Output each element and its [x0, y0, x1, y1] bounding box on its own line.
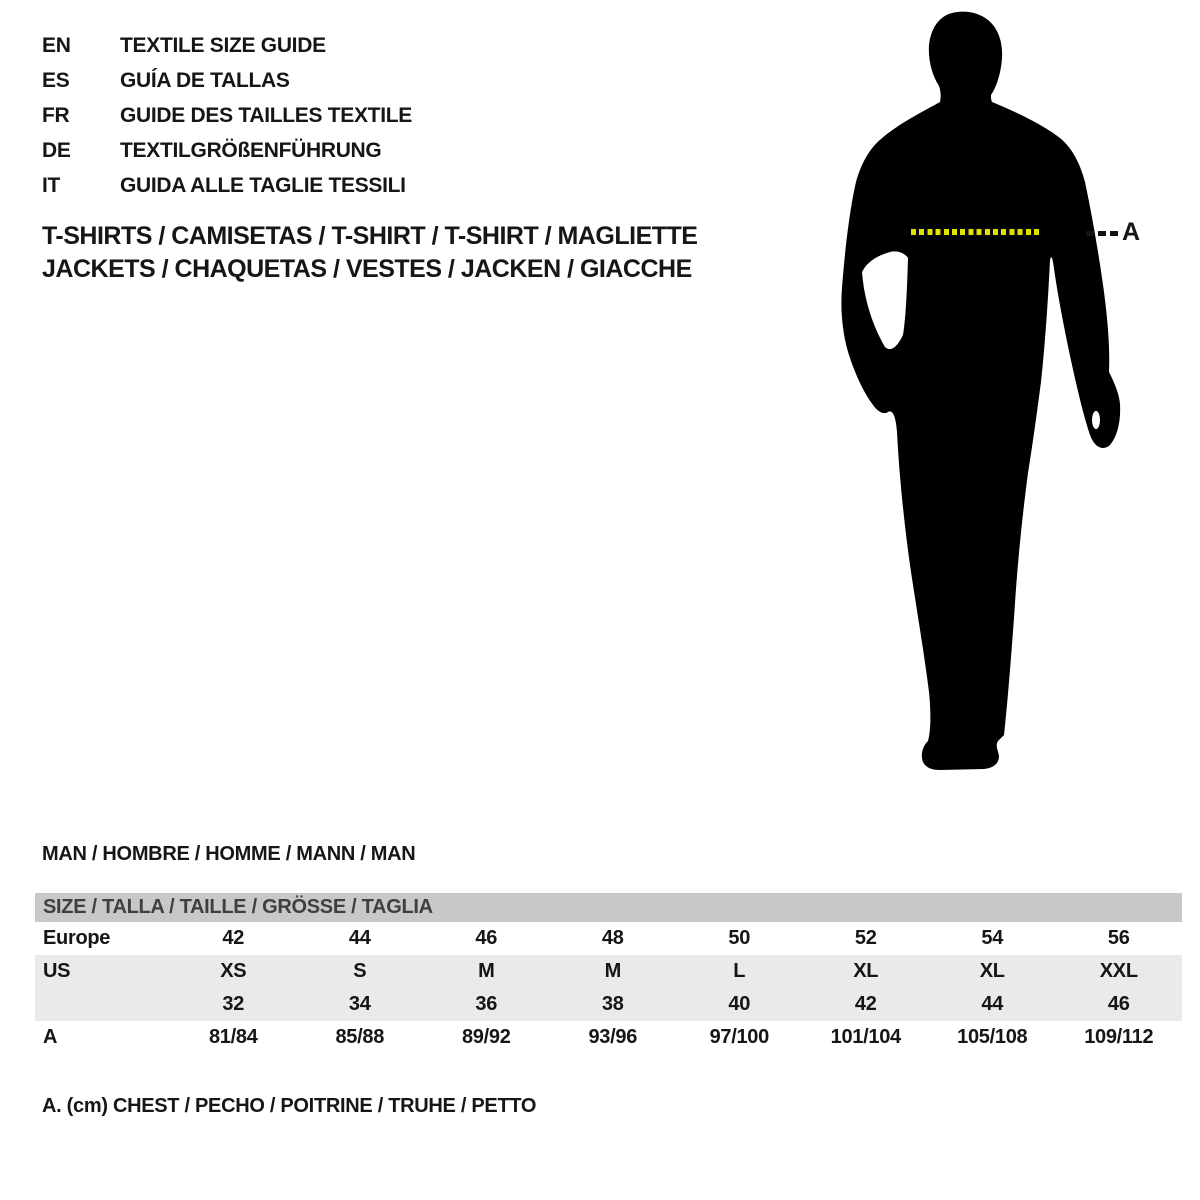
size-cell: 44	[348, 927, 371, 949]
language-row-en	[42, 28, 412, 63]
language-title: GUIDE DES TAILLES TEXTILE	[120, 104, 412, 127]
size-cell: 54	[981, 927, 1004, 949]
size-cell: M	[604, 960, 621, 982]
size-cell: 97/100	[709, 1026, 769, 1048]
language-title: GUIDA ALLE TAGLIE TESSILI	[120, 174, 406, 197]
size-cell: M	[478, 960, 495, 982]
size-cell: 42	[854, 993, 877, 1015]
size-cell: XXL	[1099, 960, 1138, 982]
size-table	[35, 893, 1182, 1054]
size-cell: 89/92	[461, 1026, 511, 1048]
man-silhouette-thumb-notch	[1092, 411, 1100, 429]
product-line-tshirts: T-SHIRTS / CAMISETAS / T-SHIRT / T-SHIRT / MAGLIETTE	[42, 222, 698, 250]
product-line-jackets: JACKETS / CHAQUETAS / VESTES / JACKEN / GIACCHE	[42, 255, 692, 283]
size-cell: 46	[1107, 993, 1130, 1015]
size-table-header: SIZE / TALLA / TAILLE / GRÖSSE / TAGLIA	[35, 893, 1182, 922]
table-row-europe	[35, 922, 1182, 955]
measurement-footnote: A. (cm) CHEST / PECHO / POITRINE / TRUHE / PETTO	[42, 1095, 537, 1117]
size-cell: 46	[475, 927, 498, 949]
measure-pointer-dashed-line	[1086, 231, 1119, 236]
size-cell: 48	[601, 927, 624, 949]
man-silhouette-figure	[820, 0, 1150, 790]
language-row-de	[42, 133, 412, 168]
size-cell: L	[733, 960, 746, 982]
table-row-us	[35, 955, 1182, 988]
language-code: DE	[42, 139, 71, 162]
table-row-numeric	[35, 988, 1182, 1021]
section-title-man: MAN / HOMBRE / HOMME / MANN / MAN	[42, 843, 416, 865]
language-title: TEXTILGRÖßENFÜHRUNG	[120, 139, 382, 162]
table-row-chest-a	[35, 1021, 1182, 1054]
measure-label-a: A	[1122, 218, 1141, 246]
language-code: EN	[42, 34, 71, 57]
language-row-es	[42, 63, 412, 98]
size-cell: 32	[222, 993, 245, 1015]
man-silhouette-body	[841, 12, 1120, 770]
size-cell: 40	[728, 993, 751, 1015]
size-cell: 52	[854, 927, 877, 949]
size-cell: XL	[979, 960, 1005, 982]
chest-measure-dotted-line	[911, 229, 1041, 235]
row-label: Europe	[43, 927, 111, 949]
size-cell: 34	[348, 993, 371, 1015]
size-cell: XL	[853, 960, 879, 982]
row-label	[35, 988, 170, 1021]
size-cell: 42	[222, 927, 245, 949]
size-cell: 85/88	[335, 1026, 385, 1048]
size-cell: 109/112	[1084, 1026, 1154, 1048]
size-cell: 81/84	[208, 1026, 258, 1048]
size-cell: 93/96	[588, 1026, 638, 1048]
row-label: US	[43, 960, 71, 982]
size-cell: 50	[728, 927, 751, 949]
language-row-fr	[42, 98, 412, 133]
size-cell: 56	[1107, 927, 1130, 949]
size-cell: 101/104	[830, 1026, 901, 1048]
language-title-list	[42, 28, 412, 203]
size-cell: S	[353, 960, 367, 982]
size-cell: 105/108	[957, 1026, 1028, 1048]
language-title: GUÍA DE TALLAS	[120, 69, 290, 92]
product-category-block	[42, 220, 697, 286]
row-label: A	[43, 1026, 58, 1048]
language-row-it	[42, 168, 412, 203]
language-code: FR	[42, 104, 70, 127]
size-cell: 44	[981, 993, 1004, 1015]
language-code: IT	[42, 174, 61, 197]
size-cell: XS	[220, 960, 247, 982]
language-title: TEXTILE SIZE GUIDE	[120, 34, 326, 57]
size-cell: 38	[601, 993, 624, 1015]
language-code: ES	[42, 69, 70, 92]
size-cell: 36	[475, 993, 498, 1015]
